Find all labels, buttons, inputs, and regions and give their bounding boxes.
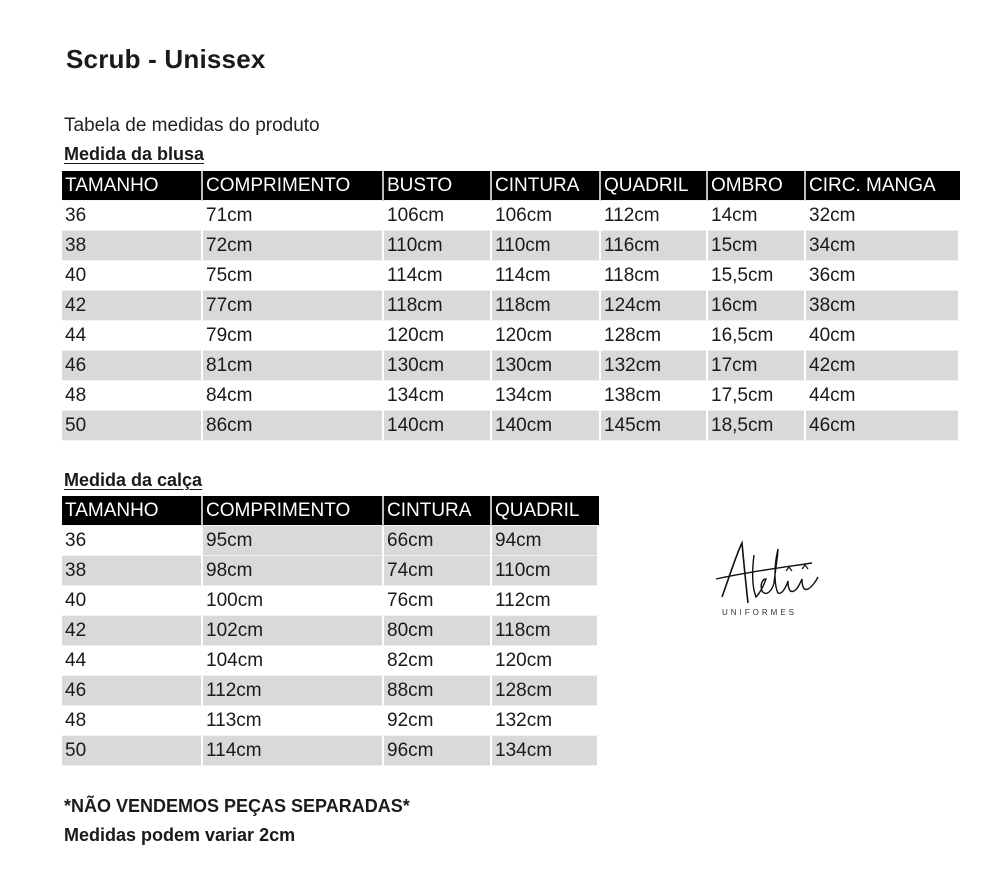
table-cell: 132cm xyxy=(492,706,599,736)
logo-tagline: UNIFORMES xyxy=(722,608,797,617)
column-header: CINTURA xyxy=(384,496,492,526)
table-cell: 110cm xyxy=(492,231,601,261)
table-cell: 72cm xyxy=(203,231,384,261)
table-cell: 40cm xyxy=(806,321,960,351)
column-header: TAMANHO xyxy=(62,496,203,526)
table-cell: 17cm xyxy=(708,351,806,381)
table-cell: 50 xyxy=(62,411,203,441)
table-row xyxy=(62,556,599,586)
table-row xyxy=(62,676,599,706)
table-cell: 106cm xyxy=(384,201,492,231)
column-header: TAMANHO xyxy=(62,171,203,201)
table-header-row xyxy=(62,496,599,526)
table-cell: 118cm xyxy=(492,616,599,646)
table-row xyxy=(62,381,960,411)
table-cell: 134cm xyxy=(492,736,599,766)
table-cell: 42cm xyxy=(806,351,960,381)
table-row xyxy=(62,736,599,766)
table-cell: 120cm xyxy=(492,646,599,676)
table-cell: 18,5cm xyxy=(708,411,806,441)
table-cell: 16,5cm xyxy=(708,321,806,351)
table-cell: 50 xyxy=(62,736,203,766)
table-cell: 112cm xyxy=(492,586,599,616)
table-cell: 40 xyxy=(62,586,203,616)
table-cell: 130cm xyxy=(384,351,492,381)
table-cell: 95cm xyxy=(203,526,384,556)
table-cell: 114cm xyxy=(492,261,601,291)
table-cell: 98cm xyxy=(203,556,384,586)
note-no-separate-sale: *NÃO VENDEMOS PEÇAS SEPARADAS* xyxy=(64,796,410,816)
table-cell: 32cm xyxy=(806,201,960,231)
table-cell: 40 xyxy=(62,261,203,291)
table-row xyxy=(62,706,599,736)
table-cell: 14cm xyxy=(708,201,806,231)
table-cell: 66cm xyxy=(384,526,492,556)
table-cell: 104cm xyxy=(203,646,384,676)
table-row xyxy=(62,526,599,556)
table-cell: 114cm xyxy=(203,736,384,766)
table-row xyxy=(62,321,960,351)
table-row xyxy=(62,351,960,381)
column-header: QUADRIL xyxy=(492,496,599,526)
table-cell: 77cm xyxy=(203,291,384,321)
column-header: OMBRO xyxy=(708,171,806,201)
table-cell: 34cm xyxy=(806,231,960,261)
table-cell: 17,5cm xyxy=(708,381,806,411)
column-header: CIRC. MANGA xyxy=(806,171,960,201)
table-cell: 74cm xyxy=(384,556,492,586)
table-cell: 46 xyxy=(62,351,203,381)
table-cell: 44cm xyxy=(806,381,960,411)
table-row xyxy=(62,261,960,291)
table-cell: 76cm xyxy=(384,586,492,616)
table-cell: 38 xyxy=(62,556,203,586)
table-cell: 114cm xyxy=(384,261,492,291)
column-header: CINTURA xyxy=(492,171,601,201)
table-cell: 36 xyxy=(62,201,203,231)
table-cell: 106cm xyxy=(492,201,601,231)
table-cell: 86cm xyxy=(203,411,384,441)
table-row xyxy=(62,201,960,231)
table-cell: 75cm xyxy=(203,261,384,291)
table-cell: 79cm xyxy=(203,321,384,351)
blusa-size-table xyxy=(62,171,960,441)
table-cell: 46cm xyxy=(806,411,960,441)
table-cell: 38cm xyxy=(806,291,960,321)
table-cell: 138cm xyxy=(601,381,708,411)
table-cell: 94cm xyxy=(492,526,599,556)
table-cell: 128cm xyxy=(601,321,708,351)
table-cell: 88cm xyxy=(384,676,492,706)
calca-size-table xyxy=(62,496,599,766)
table-cell: 124cm xyxy=(601,291,708,321)
table-cell: 84cm xyxy=(203,381,384,411)
table-cell: 110cm xyxy=(384,231,492,261)
table-cell: 42 xyxy=(62,616,203,646)
table-cell: 112cm xyxy=(601,201,708,231)
table-cell: 38 xyxy=(62,231,203,261)
table-cell: 140cm xyxy=(492,411,601,441)
table-cell: 36cm xyxy=(806,261,960,291)
table-header-row xyxy=(62,171,960,201)
table-cell: 15,5cm xyxy=(708,261,806,291)
table-cell: 130cm xyxy=(492,351,601,381)
table-cell: 102cm xyxy=(203,616,384,646)
table-cell: 44 xyxy=(62,321,203,351)
table-cell: 16cm xyxy=(708,291,806,321)
table-cell: 113cm xyxy=(203,706,384,736)
table-cell: 132cm xyxy=(601,351,708,381)
table-cell: 42 xyxy=(62,291,203,321)
table-cell: 116cm xyxy=(601,231,708,261)
page-title: Scrub - Unissex xyxy=(66,44,266,74)
table-cell: 81cm xyxy=(203,351,384,381)
table-cell: 92cm xyxy=(384,706,492,736)
column-header: BUSTO xyxy=(384,171,492,201)
table-cell: 118cm xyxy=(601,261,708,291)
table-row xyxy=(62,291,960,321)
table-cell: 112cm xyxy=(203,676,384,706)
table-cell: 110cm xyxy=(492,556,599,586)
table-cell: 82cm xyxy=(384,646,492,676)
blusa-section-label: Medida da blusa xyxy=(64,144,205,164)
table-row xyxy=(62,586,599,616)
table-cell: 118cm xyxy=(384,291,492,321)
table-cell: 96cm xyxy=(384,736,492,766)
table-cell: 48 xyxy=(62,381,203,411)
table-row xyxy=(62,411,960,441)
table-row xyxy=(62,646,599,676)
column-header: COMPRIMENTO xyxy=(203,171,384,201)
table-cell: 100cm xyxy=(203,586,384,616)
table-cell: 36 xyxy=(62,526,203,556)
table-cell: 145cm xyxy=(601,411,708,441)
note-measure-variance: Medidas podem variar 2cm xyxy=(64,825,296,845)
table-cell: 71cm xyxy=(203,201,384,231)
table-row xyxy=(62,616,599,646)
table-cell: 140cm xyxy=(384,411,492,441)
table-cell: 15cm xyxy=(708,231,806,261)
table-cell: 48 xyxy=(62,706,203,736)
column-header: COMPRIMENTO xyxy=(203,496,384,526)
table-cell: 118cm xyxy=(492,291,601,321)
table-cell: 80cm xyxy=(384,616,492,646)
column-header: QUADRIL xyxy=(601,171,708,201)
table-cell: 134cm xyxy=(492,381,601,411)
table-cell: 128cm xyxy=(492,676,599,706)
table-cell: 44 xyxy=(62,646,203,676)
table-cell: 46 xyxy=(62,676,203,706)
table-cell: 120cm xyxy=(492,321,601,351)
table-row xyxy=(62,231,960,261)
table-cell: 134cm xyxy=(384,381,492,411)
calca-section-label: Medida da calça xyxy=(64,470,203,490)
table-cell: 120cm xyxy=(384,321,492,351)
subtitle: Tabela de medidas do produto xyxy=(64,115,320,136)
